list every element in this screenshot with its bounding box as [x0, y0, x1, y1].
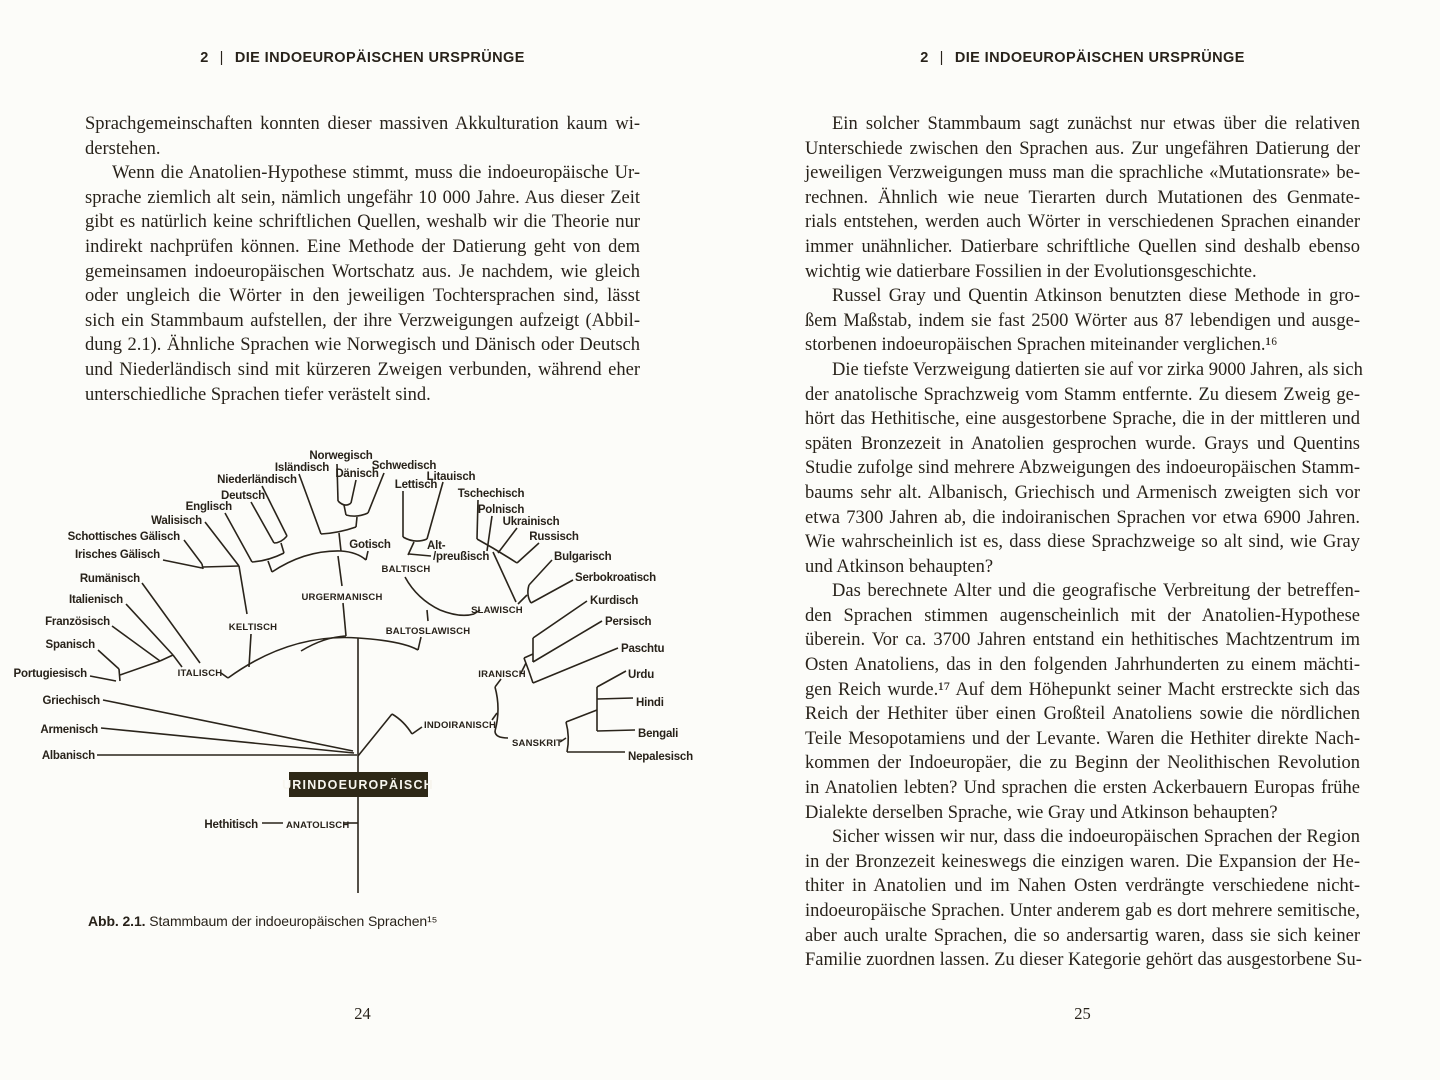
tree-node-keltisch: KELTISCH: [228, 622, 278, 633]
tree-root-box: [282, 772, 434, 797]
text-line: sich ein Stammbaum aufstellen, der ihre Verzweigungen aufzeigt (Abbil-: [85, 310, 640, 331]
text-line: rials entstehen, werden auch Wörter in verschiedenen Sprachen einander: [805, 212, 1360, 233]
tree-label-schottisches-gaelisch: Schottisches Gälisch: [67, 531, 180, 543]
right-running-header: [805, 50, 1360, 66]
text-line: Unterschiede zwischen den Sprachen aus. Zur ungefähren Datierung der: [805, 138, 1360, 159]
text-line: Teile Mesopotamiens und der Levante. Waren die Hethiter direkte Nach-: [805, 728, 1360, 749]
tree-node-iranisch: IRANISCH: [478, 669, 526, 680]
tree-label-ukrainisch: Ukrainisch: [502, 516, 560, 528]
tree-label-bulgarisch: Bulgarisch: [554, 551, 612, 563]
text-line: ßem Maßstab, indem sie fast 2500 Wörter aus 87 lebendigen und ausge-: [805, 310, 1360, 331]
text-line: sprache ziemlich alt sein, nämlich ungefähr 10 000 Jahre. Aus dieser Zeit: [85, 187, 640, 208]
chapter-title: DIE INDOEUROPÄISCHEN URSPRÜNGE: [234, 50, 525, 66]
tree-node-sanskrit: SANSKRIT: [512, 738, 563, 749]
tree-label-bengali: Bengali: [638, 728, 679, 740]
text-line: Die tiefste Verzweigung datierten sie auf vor zirka 9000 Jahren, als sich: [832, 359, 1363, 380]
language-tree-figure: [0, 430, 720, 910]
tree-label-norwegisch: Norwegisch: [309, 450, 373, 462]
text-line: Sicher wissen wir nur, dass die indoeuropäischen Sprachen der Region: [832, 827, 1360, 848]
tree-node-anatolisch: ANATOLISCH: [286, 820, 350, 831]
tree-label-armenisch: Armenisch: [40, 724, 98, 736]
tree-label-walisisch: Walisisch: [151, 515, 202, 527]
tree-label-tschechisch: Tschechisch: [457, 488, 525, 500]
text-line: oder ungleich die Wörter in den jeweiligen Tochtersprachen sind, lässt: [85, 286, 640, 307]
text-line: Familie zuordnen lassen. Zu dieser Kategorie gehört das ausgestorbene Su-: [805, 950, 1362, 971]
tree-label-griechisch: Griechisch: [42, 695, 100, 707]
text-line: Studie zufolge sind mehrere Abzweigungen des indoeuropäischen Stamm-: [805, 458, 1360, 479]
tree-node-baltisch: BALTISCH: [381, 564, 431, 575]
text-line: Ein solcher Stammbaum sagt zunächst nur etwas über die relativen: [832, 114, 1360, 134]
text-line: gemeinsamen indoeuropäischen Wortschatz aus. Je nachdem, wie gleich: [85, 261, 640, 282]
tree-label-portugiesisch: Portugiesisch: [13, 668, 87, 680]
tree-label-italienisch: Italienisch: [68, 594, 123, 606]
tree-label-kurdisch: Kurdisch: [590, 595, 639, 607]
text-line: immer unähnlicher. Datierbare schriftliche Quellen sind deshalb ebenso: [805, 236, 1360, 257]
text-line: den Sprachen stimmen augenscheinlich mit der Anatolien-Hypothese: [805, 605, 1360, 626]
tree-label-altpreussisch-1: Alt-: [427, 540, 446, 552]
tree-label-spanisch: Spanisch: [45, 639, 95, 651]
text-line: und Niederländisch sind mit kürzeren Zweigen verbunden, während eher: [85, 359, 640, 380]
text-line: kommen der Indoeuropäer, die zu Beginn der Neolithischen Revolution: [805, 753, 1360, 774]
tree-node-baltoslawisch: BALTOSLAWISCH: [385, 626, 471, 637]
text-line: Dialekte derselben Sprache, wie Gray und Atkinson behaupten?: [805, 802, 1278, 823]
text-line: hört das Hethitische, eine ausgestorbene Sprache, die in der mittleren und: [805, 409, 1360, 430]
left-running-header: [85, 50, 640, 66]
text-line: etwa 7300 Jahren ab, die indoiranischen Sprachen vor etwa 6900 Jahren.: [805, 507, 1360, 528]
text-line: dung 2.1). Ähnliche Sprachen wie Norwegisch und Dänisch oder Deutsch: [85, 335, 640, 356]
tree-label-persisch: Persisch: [605, 616, 652, 628]
text-line: Russel Gray und Quentin Atkinson benutzten diese Methode in gro-: [832, 286, 1360, 307]
text-line: überein. Vor ca. 3700 Jahren entstand ein hethitisches Machtzentrum im: [805, 630, 1360, 651]
text-line: gen Reich wurde.¹⁷ Auf dem Höhepunkt seiner Macht erstreckte sich das: [805, 679, 1360, 700]
left-page-number: 24: [354, 1004, 371, 1023]
tree-label-russisch: Russisch: [529, 531, 579, 543]
chapter-number: 2: [920, 50, 929, 66]
text-line: in Anatolien lebten? Und sprachen die ersten Ackerbauern Europas frühe: [805, 778, 1360, 799]
tree-label-albanisch: Albanisch: [41, 750, 95, 762]
text-line: Wie wahrscheinlich ist es, dass diese Sprachzweige so alt sind, wie Gray: [805, 532, 1360, 553]
text-line: jeweiligen Verzweigungen muss man die sprachliche «Mutationsrate» be-: [805, 163, 1360, 184]
tree-root-label: URINDOEUROPÄISCH: [282, 778, 434, 792]
tree-node-indoiranisch: INDOIRANISCH: [424, 720, 497, 731]
text-line: storbenen indoeuropäischen Sprachen miteinander verglichen.¹⁶: [805, 335, 1278, 356]
text-line: aber auch uralte Sprachen, die so andersartig waren, dass sie sich keiner: [805, 925, 1360, 946]
tree-label-paschtu: Paschtu: [621, 643, 665, 655]
text-line: in der Bronzezeit keineswegs die einzigen waren. Die Expansion der He-: [805, 851, 1360, 872]
right-page-number: 25: [1074, 1004, 1091, 1023]
right-body-text: [805, 112, 1363, 973]
tree-label-schwedisch: Schwedisch: [371, 460, 437, 472]
tree-label-serbokroatisch: Serbokroatisch: [575, 572, 656, 584]
figure-caption-label: Abb. 2.1.: [88, 913, 146, 929]
text-line: rechnen. Ähnlich wie neue Tierarten durch Mutationen des Genmate-: [805, 187, 1360, 208]
header-divider: |: [939, 50, 944, 66]
chapter-title: DIE INDOEUROPÄISCHEN URSPRÜNGE: [954, 50, 1245, 66]
text-line: Das berechnete Alter und die geografische Verbreitung der betreffen-: [832, 581, 1360, 602]
text-line: indirekt nachprüfen können. Eine Methode der Datierung geht von dem: [85, 236, 640, 257]
tree-label-altpreussisch-2: /preußisch: [433, 551, 490, 563]
text-line: gibt es natürlich keine schriftlichen Quellen, weshalb wir die Theorie nur: [85, 212, 640, 233]
tree-label-franzoesisch: Französisch: [45, 616, 110, 628]
text-line: baums sehr alt. Albanisch, Griechisch und Armenisch zweigten sich vor: [805, 482, 1360, 503]
text-line: wichtig wie datierbare Fossilien in der Evolutionsgeschichte.: [805, 261, 1257, 282]
tree-label-niederlaendisch: Niederländisch: [217, 474, 297, 486]
tree-label-irisches-gaelisch: Irisches Gälisch: [74, 549, 160, 561]
tree-label-hethitisch: Hethitisch: [204, 819, 258, 831]
tree-label-islaendisch: Isländisch: [274, 462, 330, 474]
tree-label-urdu: Urdu: [628, 669, 655, 681]
tree-label-gotisch: Gotisch: [349, 539, 391, 551]
text-line: unterschiedliche Sprachen tiefer verästelt sind.: [85, 384, 431, 405]
figure-caption: [88, 913, 628, 929]
tree-label-deutsch: Deutsch: [221, 490, 265, 502]
tree-label-nepalesisch: Nepalesisch: [628, 751, 693, 763]
tree-node-urgermanisch: URGERMANISCH: [301, 592, 383, 603]
tree-label-lettisch: Lettisch: [394, 479, 438, 491]
text-line: indoeuropäische Sprachen. Unter anderem gab es dort mehrere semitische,: [805, 901, 1360, 921]
chapter-number: 2: [200, 50, 209, 66]
figure-caption-text: Stammbaum der indoeuropäischen Sprachen¹⁵: [149, 913, 438, 929]
tree-label-daenisch: Dänisch: [335, 468, 379, 480]
tree-node-slawisch: SLAWISCH: [471, 605, 523, 616]
tree-label-litauisch: Litauisch: [426, 471, 476, 483]
text-line: späten Bronzezeit in Anatolien gesprochen wurde. Grays und Quentins: [805, 433, 1360, 454]
tree-node-italisch: ITALISCH: [177, 668, 223, 679]
text-line: Reich der Hethiter über einen Großteil Anatoliens sowie die nördlichen: [805, 704, 1360, 725]
tree-label-englisch: Englisch: [185, 501, 232, 513]
tree-label-polnisch: Polnisch: [477, 504, 525, 516]
left-body-text: [85, 112, 640, 407]
tree-label-hindi: Hindi: [636, 697, 664, 709]
text-line: Wenn die Anatolien-Hypothese stimmt, muss die indoeuropäische Ur-: [112, 163, 640, 184]
tree-label-rumaenisch: Rumänisch: [79, 573, 140, 585]
text-line: derstehen.: [85, 138, 161, 159]
text-line: der anatolische Sprachzweig vom Stamm entfernte. Zu diesem Zweig ge-: [805, 384, 1360, 405]
tree-branches: [90, 464, 635, 893]
text-line: thiter in Anatolien und im Nahen Osten verdrängte verschiedene nicht-: [805, 876, 1360, 897]
header-divider: |: [219, 50, 224, 66]
text-line: Sprachgemeinschaften konnten dieser massiven Akkulturation kaum wi-: [85, 114, 640, 134]
text-line: Osten Anatoliens, das in den folgenden Jahrhunderten zu einem mächti-: [805, 655, 1360, 676]
text-line: und Atkinson behaupten?: [805, 556, 994, 577]
